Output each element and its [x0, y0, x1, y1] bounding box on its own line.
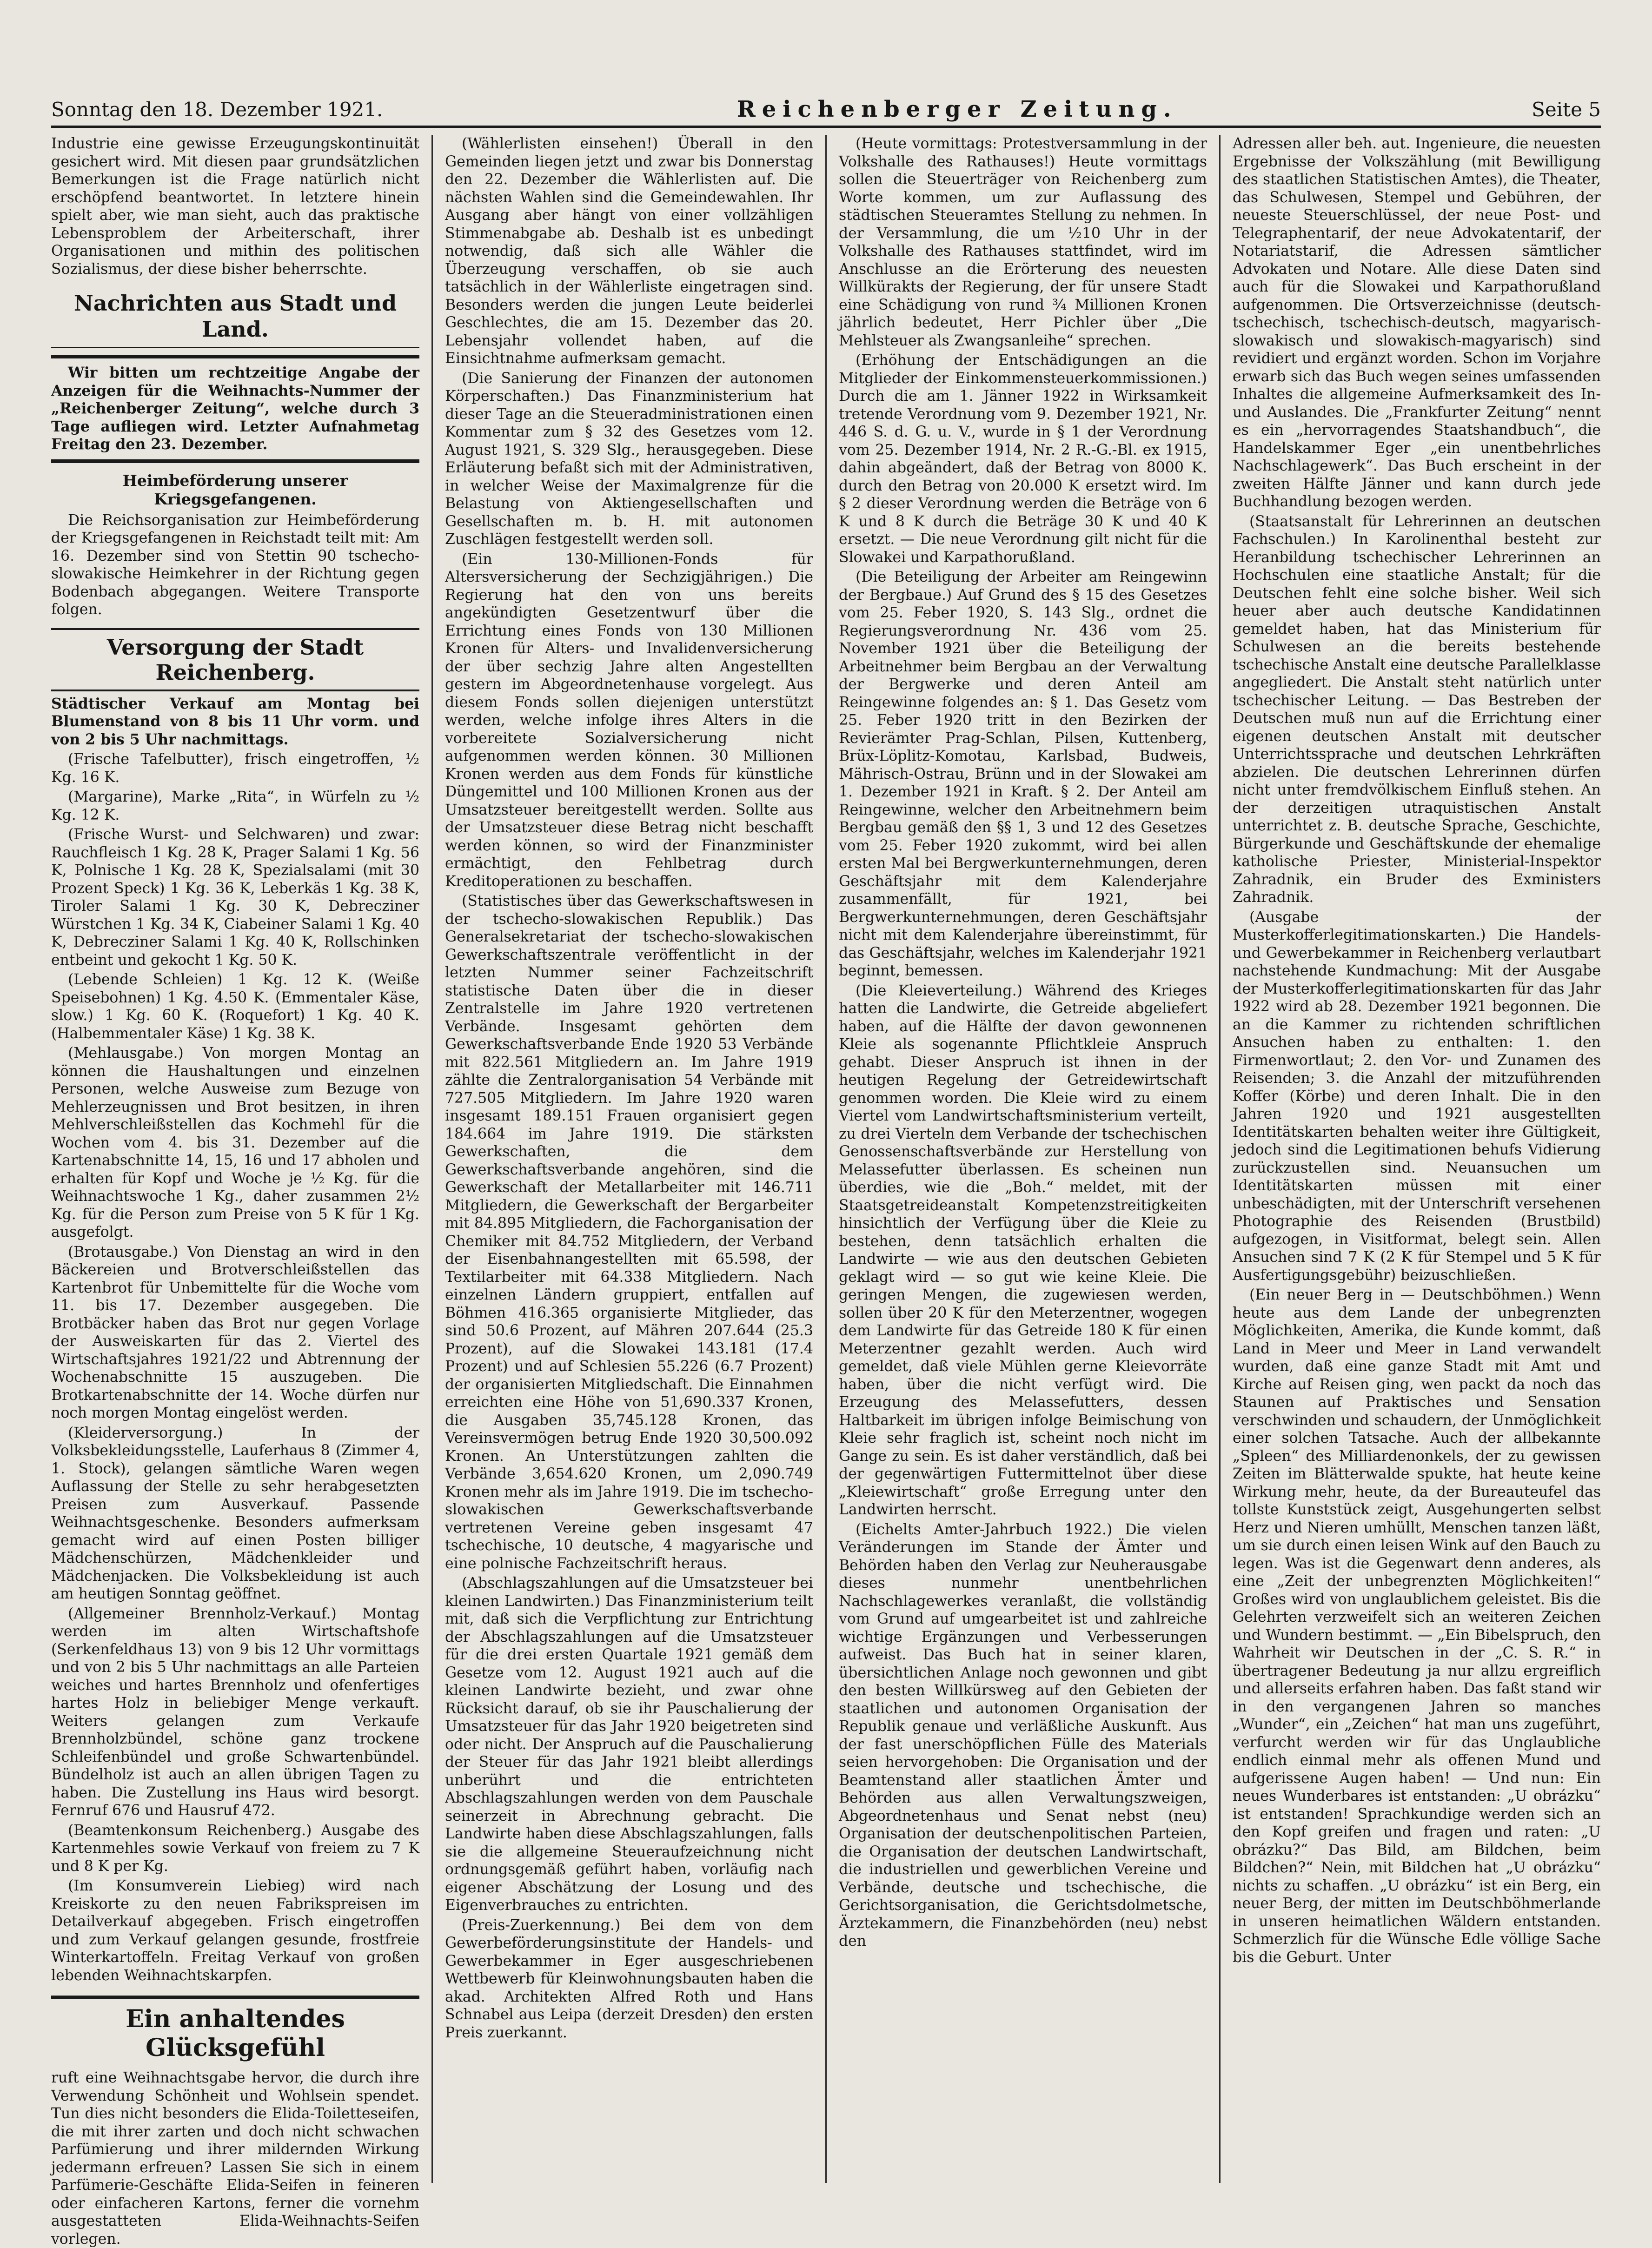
- article-new-mountain: (Ein neuer Berg in — Deutschböhmen.) Wenn heute aus dem Lande der unbegrenzten Möglichkeiten, Amerika, die Kunde kommt, daß Land in Meer und Meer in Land verwandelt wurden, daß eine ganze Stadt mit Amt und Kirche auf Reisen ging, wen packt da noch das Staunen auf Praktisches und Sensation verschwinden und schaudern, der Unmöglichkeit einer solchen Tatsache. Auch der allbekannte „Spleen“ des Milliardenonkels, der zu gewissen Zeiten im Blätterwalde spukte, hat heute keine Wirkung mehr, heute, da der Bureauteufel das tollste Kunststück zeigt, Ausgehungerten selbst Herz und Nieren umhüllt, Menschen tanzen läßt, um sie durch einen leisen Wink auf den Bauch zu legen. Was ist die Gegenwart denn anderes, als eine „Zeit der unbegrenzten Möglichkeiten!“ Großes wird von unglaublichem geleistet. Bis die Gelehrten verzweifelt sich an weiteren Zeichen und Wundern bestimmt. — „Ein Bibelspruch, den Wahrheit wir Deutschen in der „C. S. R.“ in übertragener Bedeutung ja nur allzu ergreiflich und allerseits erfahren haben. Das faßt stand wir in den vergangenen Jahren so manches „Wunder“, ein „Zeichen“ hat man uns zugeführt, verfurcht werden wir für das Unglaubliche endlich einmal mehr als offenen Mund und aufgerissene Augen haben! — Und nun: Ein neues Wunderbares ist entstanden: „U obrázku“ ist entstanden! Sprachkundige werden sich an den Kopf greifen und fragen und raten: „U obrázku?“ Das Bild, am Bildchen, beim Bildchen?“ Nein, mit Bildchen hat „U obrázku“ nichts zu schaffen. „U obrázku“ ist ein Berg, ein neuer Berg, der mitten im Deutschböhmerlande in unseren heimatlichen Wäldern entstanden. Schmerzlich für die Wünsche Edle völlige Sache bis die Geburt. Unter: [1233, 1286, 1601, 1966]
- article-heading-pow-return: Heimbeförderung unserer Kriegsgefangenen.: [122, 471, 348, 508]
- masthead: Reichenberger Zeitung.: [736, 96, 1178, 122]
- supply-item: (Brotausgabe.) Von Dienstag an wird in den Bäckereien und Brotverschleißstellen das Kartenbrot für Unbemittelte für die Woche vom 11. bis 17. Dezember ausgegeben. Die Brotbäcker haben das Brot nur gegen Vorlage der Ausweiskarten für das 2. Viertel des Wirtschaftsjahres 1921/22 und Abtrennung der Wochenabschnitte 15 auszugeben. Die Brotkartenabschnitte der 14. Woche dürfen nur noch morgen Montag eingelöst werden.: [51, 1243, 419, 1421]
- article-teacher-training: (Staatsanstalt für Lehrerinnen an deutschen Fachschulen.) In Karolinenthal besteht zur Heranbildung tschechischer Lehrerinnen an Hochschulen eine staatliche Anstalt; für die Deutschen fehlt eine solche bisher. Weil sich heuer aber auch deutsche Kandidatinnen gemeldet haben, hat das Ministerium für Schulwesen an die bereits bestehende tschechische Anstalt eine deutsche Parallelklasse angegliedert. Die Anstalt steht natürlich unter tschechischer Leitung. — Das Bestreben der Deutschen muß nun auf die Errichtung einer eigenen deutschen Anstalt mit deutscher Unterrichtssprache und deutschen Lehrkräften abzielen. Die deutschen Lehrerinnen dürfen nicht unter fremdvölkischem Einfluß stehen. An der derzeitigen utraquistischen Anstalt unterrichtet z. B. deutsche Sprache, Geschichte, Bürgerkunde und Geschäftskunde der ehemalige katholische Priester, Ministerial-Inspektor Zahradnik, ein Bruder des Exministers Zahradnik.: [1233, 513, 1601, 906]
- advertising-notice: Wir bitten um rechtzeitige Angabe der Anzeigen für die Weihnachts-Nummer der „Reichenberger Zeitung“, welche durch 3 Tage aufliegen wird. Letzter Aufnahmetag Freitag den 23. Dezember.: [51, 355, 419, 463]
- supply-item: (Im Konsumverein Liebieg) wird nach Kreiskorte zu den neuen Fabrikspreisen im Detailverkauf abgegeben. Frisch eingetroffen und zum Verkauf gelangen gesunde, frostfreie Winterkartoffeln. Freitag Verkauf von großen lebenden Weihnachtskarpfen.: [51, 1877, 419, 1984]
- article-union-statistics: (Statistisches über das Gewerkschaftswesen in der tschecho-slowakischen Republik.) Das Generalsekretariat der tschecho-slowakischen Gewerkschaftszentrale veröffentlicht in der letzten Nummer seiner Fachzeitschrift statistische Daten über die in dieser Zentralstelle im Jahre 1920 vertretenen Verbände. Insgesamt gehörten dem Gewerkschaftsverbande Ende 1920 53 Verbände mit 822.561 Mitgliedern an. Im Jahre 1919 zählte die Zentralorganisation 54 Verbände mit 727.505 Mitgliedern. Im Jahre 1920 waren insgesamt 189.151 Frauen organisiert gegen 184.664 im Jahre 1919. Die stärksten Gewerkschaften, die dem Gewerkschaftsverbande angehören, sind die Gewerkschaft der Metallarbeiter mit 146.711 Mitgliedern, die Gewerkschaft der Bergarbeiter mit 84.895 Mitgliedern, die Fachorganisation der Chemiker mit 84.752 Mitgliedern, der Verband der Eisenbahnangestellten mit 65.598, der Textilarbeiter mit 64.338 Mitgliedern. Nach einzelnen Ländern gruppiert, entfallen auf Böhmen 416.365 organisierte Mitglieder, das sind 50.6 Prozent, auf Mähren 207.644 (25.3 Prozent), auf die Slowakei 143.181 (17.4 Prozent) und auf Schlesien 55.226 (6.7 Prozent) der organisierten Mitgliedschaft. Die Einnahmen erreichten eine Höhe von 51,690.337 Kronen, die Ausgaben 35,745.128 Kronen, das Vereinsvermögen betrug Ende 1920 30,500.092 Kronen. An Unterstützungen zahlten die Verbände 3,654.620 Kronen, um 2,090.749 Kronen mehr als im Jahre 1919. Die im tschecho-slowakischen Gewerkschaftsverbande vertretenen Vereine geben insgesamt 47 tschechische, 10 deutsche, 4 magyarische und eine polnische Fachzeitschrift heraus.: [445, 893, 813, 1572]
- column-1: [51, 135, 431, 2248]
- advertisement-text: ruft eine Weihnachtsgabe hervor, die durch ihre Verwendung Schönheit und Wohlsein spendet. Tun dies nicht besonders die Elida-Toiletteseifen, die mit ihrer zarten und doch nicht schwachen Parfümierung und ihrer mildernden Wirkung jedermann erfreuen? Lassen Sie sich in einem Parfümerie-Geschäfte Elida-Seifen in feineren oder einfacheren Kartons, ferner die vornehm ausgestatteten Elida-Weihnachts-Seifen vorlegen.: [51, 2069, 419, 2248]
- article-finance-reform: (Die Sanierung der Finanzen der autonomen Körperschaften.) Das Finanzministerium hat dieser Tage an die Steueradministrationen einen Kommentar zum § 32 des Gesetzes vom 12. August 1921, S. 329 Slg., herausgegeben. Diese Erläuterung befaßt sich mit der Administrativen, in welcher Weise der Maximalgrenze für die Belastung von Aktiengesellschaften und Gesellschaften m. b. H. mit autonomen Zuschlägen festgestellt werden soll.: [445, 370, 813, 548]
- article-prize-award: (Preis-Zuerkennung.) Bei dem von dem Gewerbeförderungsinstitute der Handels- und Gewerbekammer in Eger ausgeschriebenen Wettbewerb für Kleinwohnungsbauten haben die akad. Architekten Alfred Roth und Hans Schnabel aus Leipa (derzeit Dresden) den ersten Preis zuerkannt.: [445, 1916, 813, 2041]
- article-pow-return: Die Reichsorganisation zur Heimbeförderung der Kriegsgefangenen in Reichstadt teilt mit: Am 16. Dezember sind von Stettin 90 tschecho-slowakische Heimkehrer in der Richtung gegen Bodenbach abgegangen. Weitere Transporte folgen.: [51, 511, 419, 618]
- supply-item: (Mehlausgabe.) Von morgen Montag an können die Haushaltungen und einzelnen Personen, welche Ausweise zum Bezuge von Mehlerzeugnissen und Brot besitzen, in ihren Mehlverschleißstellen das Kochmehl für die Wochen vom 4. bis 31. Dezember auf die Kartenabschnitte 14, 15, 16 und 17 abholen und erhalten für Kopf und Woche je ½ Kg. für die Weihnachtswoche 1 Kg., daher zusammen 2½ Kg. für die Person zum Preise von 5 K für 1 Kg. ausgefolgt.: [51, 1045, 419, 1240]
- article-pension-fund: (Ein 130-Millionen-Fonds für Altersversicherung der Sechzigjährigen.) Die Regierung hat den von uns bereits angekündigten Gesetzentwurf über die Errichtung eines Fonds von 130 Millionen Kronen für Alters- und Invalidenversicherung der über sechzig Jahre alten Angestellten gestern im Abgeordnetenhause vorgelegt. Aus diesem Fonds sollen diejenigen unterstützt werden, welche infolge ihres Alters in die vorbereitete Sozialversicherung nicht aufgenommen werden können. 30 Millionen Kronen werden aus dem Fonds für künstliche Düngemittel und 100 Millionen Kronen aus der Umsatzsteuer bereitgestellt werden. Sollte aus der Umsatzsteuer diese Betrag nicht beschafft werden können, so wird der Finanzminister ermächtigt, den Fehlbetrag durch Kreditoperationen zu beschaffen.: [445, 550, 813, 890]
- supply-item: (Frische Tafelbutter), frisch eingetroffen, ½ Kg. 16 K.: [51, 751, 419, 786]
- supply-item: (Lebende Schleien) 1 Kg. 12 K. (Weiße Speisebohnen) 1 Kg. 4.50 K. (Emmentaler Käse, slow.) 1 Kg. 60 K. (Roquefort) 1 Kg. 40 K. (Halbemmentaler Käse) 1 Kg. 38 K.: [51, 971, 419, 1042]
- advertisement-heading: Ein anhaltendes Glücksgefühl: [51, 1996, 419, 2066]
- article-sample-cases: (Ausgabe der Musterkofferlegitimationskarten.) Die Handels- und Gewerbekammer in Reichenberg verlautbart nachstehende Kundmachung: Mit der Ausgabe der Musterkofferlegitimationskarten für das Jahr 1922 wird ab 28. Dezember 1921 begonnen. Die an die Kammer zu richtenden schriftlichen Ansuchen haben zu enthalten: 1. den Firmenwortlaut; 2. den Vor- und Zunamen des Reisenden; 3. die Anzahl der mitzuführenden Koffer (Körbe) und deren Inhalt. Die in den Jahren 1920 und 1921 ausgestellten Identitätskarten behalten weiter ihre Gültigkeit, jedoch sind die Legitimationen behufs Vidierung zurückzustellen sind. Neuansuchen um Identitätskarten müssen mit einer unbeschädigten, mit der Unterschrift versehenen Photographie des Reisenden (Brustbild) aufgezogen, in Visitformat, belegt sein. Allen Ansuchen sind 7 K (2 K für Stempel und 5 K für Ausfertigungsgebühr) beizuschließen.: [1233, 908, 1601, 1284]
- section-heading-city-news: Nachrichten aus Stadt und Land.: [51, 290, 419, 348]
- article-columns: [51, 135, 1601, 2248]
- column-4: [1219, 135, 1601, 2183]
- column-3: [825, 135, 1219, 2183]
- article-continuation: Industrie eine gewisse Erzeugungskontinuität gesichert wird. Mit diesen paar grundsätzlichen Bemerkungen ist die Frage natürlich nicht erschöpfend beantwortet. In letztere hinein spielt aber, wie man sieht, auch das praktische Lebensproblem der Arbeiterschaft, ihrer Organisationen und mithin des politischen Sozialismus, der diese bisher beherrschte.: [51, 135, 419, 278]
- supply-item: (Beamtenkonsum Reichenberg.) Ausgabe des Kartenmehles sowie Verkauf von freiem zu 7 K und 8 K per Kg.: [51, 1822, 419, 1875]
- article-voter-lists: (Wählerlisten einsehen!) Überall in den Gemeinden liegen jetzt und zwar bis Donnerstag den 22. Dezember die Wählerlisten auf. Die nächsten Wahlen sind die Gemeindewahlen. Ihr Ausgang aber hängt von einer vollzähligen Stimmenabgabe ab. Deshalb ist es unbedingt notwendig, daß sich alle Wähler die Überzeugung verschaffen, ob sie auch tatsächlich in der Wählerliste eingetragen sind. Besonders werden die jungen Leute beiderlei Geschlechtes, die am 15. Dezember das 20. Lebensjahr vollendet haben, auf die Einsichtnahme aufmerksam gemacht.: [445, 135, 813, 367]
- supply-heading: Versorgung der Stadt Reichenberg.: [51, 628, 419, 691]
- article-sales-tax: (Abschlagszahlungen auf die Umsatzsteuer bei kleinen Landwirten.) Das Finanzministerium teilt mit, daß sich die Verpflichtung zur Entrichtung der Abschlagszahlungen auf die Umsatzsteuer für die drei ersten Quartale 1921 gemäß dem Gesetze vom 12. August 1921 auch auf die kleinen Landwirte bezieht, und zwar ohne Rücksicht darauf, ob sie ihr Pauschalierung der Umsatzsteuer für das Jahr 1920 beigetreten sind oder nicht. Der Anspruch auf die Pauschalierung der Steuer für das Jahr 1921 bleibt allerdings unberührt und die entrichteten Abschlagszahlungen werden von dem Pauschale seinerzeit in Abrechnung gebracht. Die Landwirte haben diese Abschlagszahlungen, falls sie die allgemeine Steueraufzeichnung nicht ordnungsgemäß geführt haben, vorläufig nach eigener Abschätzung der Losung und des Eigenverbrauches zu entrichten.: [445, 1575, 813, 1914]
- supply-item: (Margarine), Marke „Rita“, in Würfeln zu ½ Kg. 12 K.: [51, 789, 419, 823]
- column-2: [431, 135, 825, 2183]
- supply-item: (Kleiderversorgung.) In der Volksbekleidungsstelle, Lauferhaus 8 (Zimmer 4, 1. Stock), gelangen sämtliche Waren wegen Auflassung der Stelle zu sehr herabgesetzten Preisen zum Ausverkauf. Passende Weihnachtsgeschenke. Besonders aufmerksam gemacht wird auf einen Posten billiger Mädchenschürzen, Mädchenkleider und Mädchenjacken. Die Volksbekleidung ist auch am heutigen Sonntag geöffnet.: [51, 1424, 419, 1602]
- supply-item: (Frische Wurst- und Selchwaren) und zwar: Rauchfleisch 1 Kg. 28 K, Prager Salami 1 Kg. 56 K, Polnische 1 Kg. 28 K, Spezialsalami (mit 30 Prozent Speck) 1 Kg. 36 K, Leberkäs 1 Kg. 38 K, Tiroler Salami 1 Kg. 30 K, Debrecziner Würstchen 1 Kg. 34 K, Ciabeiner Salami 1 Kg. 40 K, Debrecziner Salami 1 Kg. 40 K, Rollschinken entbeint und gekocht 1 Kg. 50 K.: [51, 826, 419, 968]
- page-number: Seite 5: [1532, 98, 1601, 121]
- article-protest-meeting: (Heute vormittags: Protestversammlung in der Volkshalle des Rathauses!) Heute vormittags sollen die Steuerträger von Reichenberg zum Worte kommen, um zur Auflassung des städtischen Steueramtes Stellung zu nehmen. In der Versammlung, die um ½10 Uhr in der Volkshalle des Rathauses stattfindet, wird im Anschlusse an die Erörterung des neuesten Willkürakts der Regierung, der für unsere Stadt eine Schädigung von rund ¾ Millionen Kronen jährlich bedeutet, Herr Pichler über „Die Mehlsteuer als Zwangsanleihe“ sprechen.: [839, 135, 1207, 349]
- issue-date: Sonntag den 18. Dezember 1921.: [51, 98, 383, 121]
- article-mining-profit: (Die Beteiligung der Arbeiter am Reingewinn der Bergbaue.) Auf Grund des § 15 des Gesetzes vom 25. Feber 1920, S. 143 Slg., ordnet die Regierungsverordnung Nr. 436 vom 25. November 1921 über die Beteiligung der Arbeitnehmer beim Bergbau an der Verwaltung der Bergwerke und deren Anteil am Reingewinne folgendes an: § 1. Das Gesetz vom 25. Feber 1920 tritt in den Bezirken der Revierämter Prag-Schlan, Pilsen, Kuttenberg, Brüx-Löplitz-Komotau, Karlsbad, Budweis, Mährisch-Ostrau, Brünn und in der Slowakei am 1. Dezember 1921 in Kraft. § 2. Der Anteil am Reingewinne, welcher den Arbeitnehmern beim Bergbau gemäß den §§ 1, 3 und 12 des Gesetzes vom 25. Feber 1920 zukommt, wird bei allen ersten Mal bei Bergwerkunternehmungen, deren Geschäftsjahr mit dem Kalenderjahre zusammenfällt, für 1921, bei Bergwerkunternehmungen, deren Geschäftsjahr nicht mit dem Kalenderjahre übereinstimmt, für das Geschäftsjahr, welches im Kalenderjahr 1921 beginnt, bemessen.: [839, 569, 1207, 979]
- page-header: [51, 93, 1601, 128]
- supply-intro: Städtischer Verkauf am Montag bei Blumenstand von 8 bis 11 Uhr vorm. und von 2 bis 5 Uhr nachmittags.: [51, 695, 419, 748]
- article-tax-commission: (Erhöhung der Entschädigungen an die Mitglieder der Einkommensteuerkommissionen.) Durch die am 1. Jänner 1922 in Wirksamkeit tretende Verordnung vom 9. Dezember 1921, Nr. 446 S. d. G. u. V., wurde in § 1 der Verordnung vom 25. Dezember 1914, Nr. 2 R.-G.-Bl. ex 1915, dahin abgeändert, daß der Betrag von 8000 K. durch den Betrag von 20.000 K ersetzt wird. Im § 2 dieser Verordnung werden die Beträge von 6 K und 8 K durch die Beträge 30 K und 40 K ersetzt. — Die neue Verordnung gilt nicht für die Slowakei und Karpathorußland.: [839, 352, 1207, 566]
- article-bran-distribution: (Die Kleieverteilung.) Während des Krieges hatten die Landwirte, die Getreide abgeliefert haben, auf die Hälfte der davon gewonnenen Kleie als sogenannte Pflichtkleie Anspruch gehabt. Dieser Anspruch ist ihnen in der heutigen Regelung der Getreidewirtschaft genommen worden. Die Kleie wird zu einem Viertel vom Landwirtschaftsministerium verteilt, zu drei Vierteln dem Verbande der tschechischen Genossenschaftsverbände zur Herstellung von Melassefutter überlassen. Es scheinen nun überdies, wie die „Boh.“ meldet, mit der Staatsgetreideanstalt Kompetenzstreitigkeiten hinsichtlich der Verfügung über die Kleie zu bestehen, denn tatsächlich erhalten die Landwirte — wie aus den deutschen Gebieten geklagt wird — so gut wie keine Kleie. Die geringen Mengen, die zugewiesen werden, sollen über 20 K für den Meterzentner, wogegen dem Landwirte für das Getreide 180 K für einen Meterzentner gezahlt werden. Auch wird gemeldet, daß viele Mühlen gerne Kleievorräte haben, über die nicht verfügt wird. Die Erzeugung des Melassefutters, dessen Haltbarkeit im übrigen infolge Beimischung von Kleie sehr fraglich ist, scheint noch nicht im Gange zu sein. Es ist daher verständlich, daß bei der gegenwärtigen Futtermittelnot über diese „Kleiewirtschaft“ große Erregung unter den Landwirten herrscht.: [839, 982, 1207, 1518]
- article-yearbook: (Eichelts Amter-Jahrbuch 1922.) Die vielen Veränderungen im Stande der Ämter und Behörden haben den Verlag zur Neuherausgabe dieses nunmehr unentbehrlichen Nachschlagewerkes veranlaßt, die vollständig vom Grund auf umgearbeitet ist und zahlreiche wichtige Ergänzungen und Verbesserungen aufweist. Das Buch hat in seiner klaren, übersichtlichen Anlage noch gewonnen und gibt den besten Willkürsweg auf den Gebieten der staatlichen und autonomen Organisation der Republik genaue und verläßliche Auskunft. Aus der fast unerschöpflichen Fülle des Materials seien hervorgehoben: Die Organisation und der Beamtenstand aller staatlichen Ämter und Behörden aus allen Verwaltungszweigen, Abgeordnetenhaus und Senat nebst (neu) Organisation der deutschenpolitischen Parteien, die Organisation der deutschen Landwirtschaft, die industriellen und gewerblichen Vereine und Verbände, deutsche und tschechische, die Gerichtsorganisation, die Gerichtsdolmetsche, Ärztekammern, die Finanzbehörden (neu) nebst den: [839, 1521, 1207, 1950]
- supply-item: (Allgemeiner Brennholz-Verkauf.) Montag werden im alten Wirtschaftshofe (Serkenfeldhaus 13) von 9 bis 12 Uhr vormittags und von 2 bis 5 Uhr nachmittags an alle Parteien weiches und hartes Brennholz und ofenfertiges hartes Holz in beliebiger Menge verkauft. Weiters gelangen zum Verkaufe Brennholzbündel, schöne ganz trockene Schleifenbündel und große Schwartenbündel. Bündelholz ist auch an allen übrigen Tagen zu haben. Die Zustellung ins Haus wird besorgt. Fernruf 676 und Hausruf 472.: [51, 1605, 419, 1819]
- article-yearbook-continuation: Adressen aller beh. aut. Ingenieure, die neuesten Ergebnisse der Volkszählung (mit Bewilligung des staatlichen Statistischen Amtes), die Theater, das Schulwesen, Stempel und Gebühren, der neueste Steuerschlüssel, der neue Post- und Telegraphentarif, der neue Advokatentarif, der Notariatstarif, die Adressen sämtlicher Advokaten und Notare. Alle diese Daten sind auch für die Slowakei und Karpathorußland aufgenommen. Die Ortsverzeichnisse (deutsch-tschechisch, tschechisch-deutsch, magyarisch-slowakisch und slowakisch-magyarisch) sind revidiert und ergänzt worden. Schon im Vorjahre erwarb sich das Buch wegen seines umfassenden Inhaltes die allgemeine Aufmerksamkeit des In- und Auslandes. Die „Frankfurter Zeitung“ nennt es ein „hervorragendes Staatshandbuch“, die Handelskammer Eger „ein unentbehrliches Nachschlagewerk“. Das Buch erscheint in der zweiten Hälfte Jänner und kann durch jede Buchhandlung bezogen werden.: [1233, 135, 1601, 510]
